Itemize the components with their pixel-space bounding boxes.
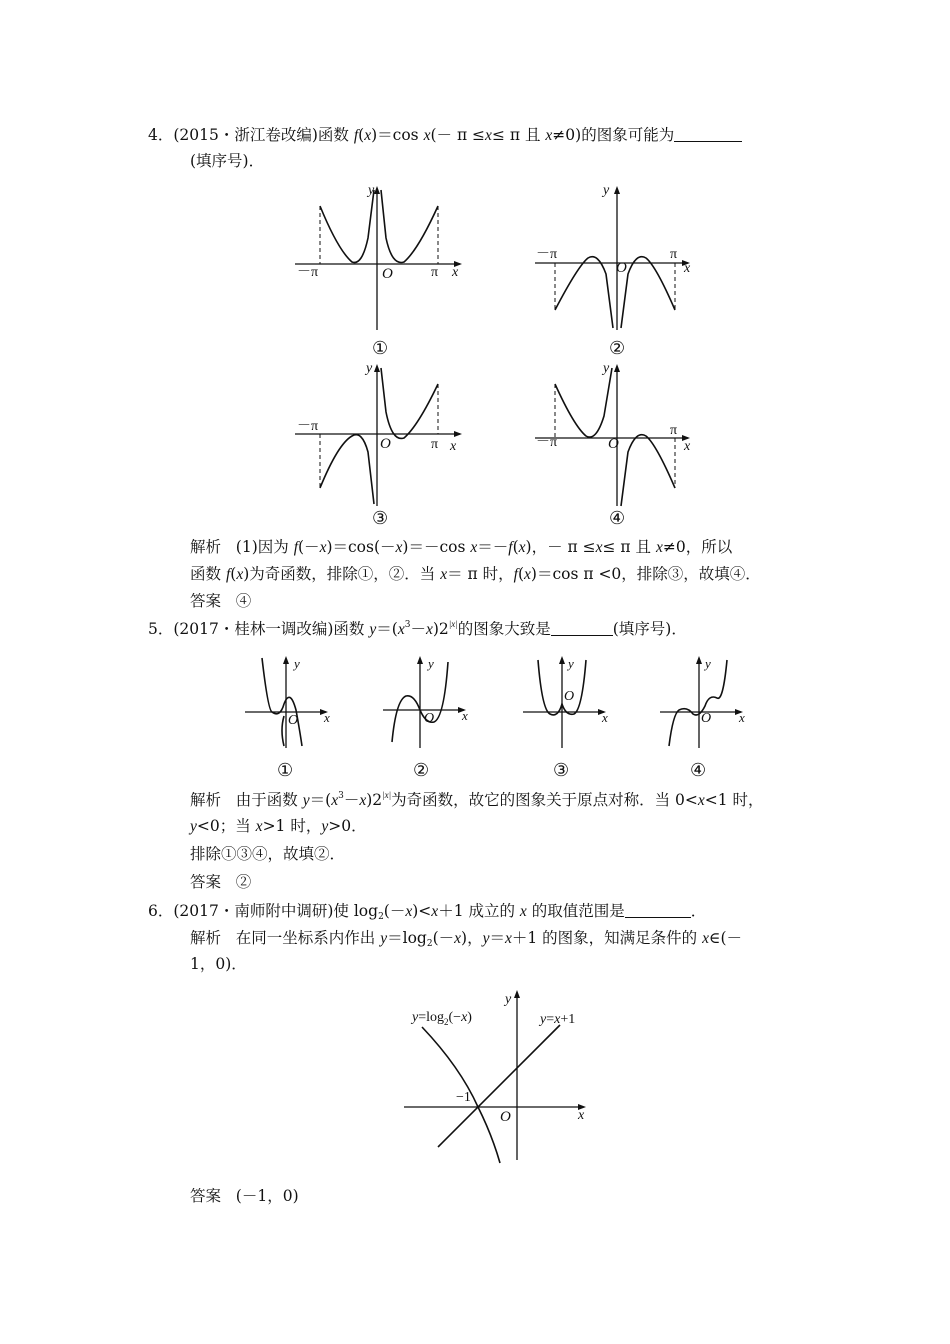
text: ＝ π 时， <box>447 565 514 583</box>
var: x <box>440 566 448 583</box>
neg-pi-label: －π <box>297 265 319 280</box>
text: (－ <box>298 538 320 556</box>
q4-source: (2015・浙江卷改编) <box>173 126 318 144</box>
curve-left <box>555 368 612 437</box>
text: <0；当 <box>196 817 256 835</box>
neg-pi-label: －π <box>297 419 319 434</box>
var: y <box>412 1010 419 1025</box>
var: y <box>190 818 197 835</box>
q4-graph-2 <box>530 178 710 333</box>
text: )< <box>412 902 432 920</box>
origin-label: O <box>382 266 393 282</box>
text: )2 <box>432 620 449 638</box>
q4-analysis-line2 <box>190 563 761 586</box>
q4-text: 函数 <box>317 126 354 144</box>
q5-analysis-line2 <box>190 815 367 838</box>
q6-number: 6． <box>148 902 174 920</box>
text: (填序号)． <box>612 620 687 638</box>
text: +1 <box>560 1012 576 1027</box>
text: <1 时， <box>704 791 764 809</box>
text: )2 <box>366 791 383 809</box>
origin-label: O <box>424 711 435 726</box>
y-axis-label: y <box>428 656 434 671</box>
exponent: 3 <box>338 791 344 801</box>
var: x <box>524 566 531 583</box>
text: ( <box>230 565 237 583</box>
text: (－ <box>432 929 455 947</box>
q4-var: x <box>423 127 431 144</box>
var: x <box>425 621 433 638</box>
origin-label: O <box>564 689 575 704</box>
text: 使 log <box>333 902 379 920</box>
origin-label: O <box>701 711 712 726</box>
var: x <box>554 1012 561 1027</box>
var: y <box>380 930 388 947</box>
var: x <box>505 930 512 947</box>
y-axis-arrow <box>614 364 620 372</box>
answer-label: 答案 <box>190 1187 222 1205</box>
text: ＝( <box>309 791 332 809</box>
text: ≠0，所以 <box>662 538 733 556</box>
y-axis-arrow <box>374 186 380 194</box>
q4-var: x <box>485 127 492 144</box>
text: ＝－ <box>477 538 509 556</box>
curve-left <box>320 435 374 504</box>
q4-line1 <box>148 124 742 147</box>
text: (－ <box>383 902 406 920</box>
x-axis-label: x <box>602 710 608 725</box>
text: ∈(－ <box>709 929 743 947</box>
text: － <box>343 791 360 809</box>
subscript: 2 <box>444 1017 449 1027</box>
log-curve-label <box>410 1010 472 1027</box>
q4-answer <box>190 590 251 612</box>
q4-var: x <box>545 127 553 144</box>
q4-answer-blank <box>674 127 742 142</box>
var: x <box>319 539 327 556</box>
q4-text: )＝cos <box>371 126 424 144</box>
x-axis-label: x <box>462 708 468 723</box>
pi-label: π <box>431 437 439 452</box>
text: )， <box>461 929 483 947</box>
analysis-label: 解析 <box>190 538 222 556</box>
q5-graph-4 <box>655 650 755 750</box>
y-axis-label: y <box>603 361 610 376</box>
curve-left <box>555 257 613 328</box>
text: 函数 <box>333 620 370 638</box>
var: f <box>508 539 513 556</box>
text: ＋1 的图象，知满足条件的 <box>511 929 703 947</box>
answer-label: 答案 <box>190 592 222 610</box>
var: x <box>431 903 439 920</box>
text: (− <box>448 1010 462 1025</box>
answer-value: ② <box>235 873 252 891</box>
var: y <box>302 792 310 809</box>
text: >1 时， <box>262 817 322 835</box>
answer-value: (－1，0) <box>235 1187 299 1205</box>
q4-text: ≤ π 且 <box>491 126 546 144</box>
text: 的图象大致是 <box>457 620 551 638</box>
q4-graph-4 <box>530 356 710 511</box>
curve-left <box>320 190 374 263</box>
y-axis-label: y <box>368 183 375 198</box>
minus-one-label: −1 <box>456 1090 471 1105</box>
q5-graph-2-label: ② <box>413 760 430 781</box>
var: x <box>655 539 663 556</box>
text: =log <box>418 1010 445 1025</box>
text: 在同一坐标系内作出 <box>235 929 381 947</box>
y-axis-label: y <box>294 656 300 671</box>
curve <box>669 660 727 746</box>
q4-var: x <box>364 127 372 144</box>
var: x <box>470 539 478 556</box>
q4-graph-4-label: ④ <box>609 508 626 529</box>
y-axis-label: y <box>568 656 574 671</box>
var: y <box>482 930 490 947</box>
q4-text: ( <box>358 126 365 144</box>
text: )＝－cos <box>402 538 471 556</box>
text: 的取值范围是 <box>526 902 625 920</box>
q5-graph-1-label: ① <box>277 760 294 781</box>
x-axis-label: x <box>450 439 457 454</box>
y-axis-arrow <box>514 990 520 998</box>
origin-label: O <box>288 713 299 728</box>
q6-answer-blank <box>625 903 691 918</box>
text: － <box>410 620 426 638</box>
text: >0． <box>328 817 367 835</box>
origin-label: O <box>608 436 619 452</box>
var: x <box>255 818 263 835</box>
text: )＝cos(－ <box>326 538 396 556</box>
text: 函数 <box>190 565 226 583</box>
x-axis-label: x <box>452 265 459 280</box>
x-axis-label: x <box>739 710 745 725</box>
text: ≤ π 且 <box>602 538 656 556</box>
var: y <box>321 818 329 835</box>
x-axis-label: x <box>578 1108 585 1123</box>
text: ) <box>467 1010 472 1025</box>
q5-line1 <box>148 618 687 641</box>
curve-right <box>621 257 675 328</box>
y-axis-arrow <box>559 656 565 664</box>
q4-number: 4． <box>148 126 174 144</box>
origin-label: O <box>616 260 627 276</box>
q6-answer <box>190 1185 299 1207</box>
var: x <box>405 903 413 920</box>
text: ＋1 成立的 <box>438 902 520 920</box>
q4-text: (－ π ≤ <box>430 126 486 144</box>
q4-graph-2-label: ② <box>609 338 626 359</box>
y-axis-arrow <box>283 656 289 664</box>
text: 为奇函数，故它的图象关于原点对称．当 0< <box>391 791 698 809</box>
var: f <box>225 566 231 583</box>
var: f <box>513 566 518 583</box>
q5-answer <box>190 871 251 893</box>
var: x <box>702 930 709 947</box>
q5-graph-3 <box>518 650 618 750</box>
var: x <box>461 1010 468 1025</box>
var: x <box>397 621 405 638</box>
x-axis-label: x <box>684 439 691 454</box>
q6-analysis-line1 <box>190 927 742 950</box>
neg-pi-label: －π <box>536 247 558 262</box>
var: x <box>518 539 526 556</box>
q4-graph-3-label: ③ <box>372 508 389 529</box>
pi-label: π <box>670 247 678 262</box>
var: x <box>595 539 603 556</box>
var: y <box>369 621 377 638</box>
q5-graph-1 <box>240 650 340 750</box>
var: x <box>359 792 367 809</box>
y-axis-label: y <box>505 992 512 1007</box>
var: x <box>454 930 462 947</box>
y-axis-arrow <box>374 364 380 372</box>
q5-graph-4-label: ④ <box>690 760 707 781</box>
q4-graph-1 <box>290 178 470 333</box>
q5-graph-2 <box>378 650 478 750</box>
text: )，－ π ≤ <box>525 538 596 556</box>
text: = <box>546 1012 555 1027</box>
y-axis-arrow <box>417 656 423 664</box>
text: ． <box>690 902 707 920</box>
var: x <box>519 903 527 920</box>
var: y <box>540 1012 547 1027</box>
text: ＝ <box>489 929 505 947</box>
q4-text: ≠0)的图象可能为 <box>552 126 675 144</box>
subscript: 2 <box>426 939 433 949</box>
exponent: |x| <box>382 790 392 800</box>
var: x <box>236 566 244 583</box>
q5-analysis-line3: 排除①③④，故填②． <box>190 845 346 863</box>
neg-pi-label: －π <box>536 435 558 450</box>
q4-analysis-line1 <box>190 536 732 559</box>
y-axis-label: y <box>366 361 373 376</box>
q4-line2: (填序号)． <box>190 152 265 170</box>
answer-value: ④ <box>235 592 252 610</box>
curve-right <box>621 435 675 506</box>
pi-label: π <box>431 265 439 280</box>
q6-graph <box>400 985 600 1165</box>
q5-source: (2017・桂林一调改编) <box>173 620 334 638</box>
y-axis-arrow <box>696 656 702 664</box>
y-axis-arrow <box>614 186 620 194</box>
text: )＝cos π <0，排除③，故填④． <box>530 565 761 583</box>
origin-label: O <box>500 1109 511 1125</box>
text: 由于函数 <box>235 791 303 809</box>
var: x <box>331 792 339 809</box>
text: )为奇函数，排除①，②．当 <box>243 565 441 583</box>
text: ＝log <box>387 929 427 947</box>
answer-label: 答案 <box>190 873 222 891</box>
y-axis-label: y <box>705 656 711 671</box>
q4-graph-1-label: ① <box>372 338 389 359</box>
text: (1)因为 <box>235 538 294 556</box>
y-axis-label: y <box>603 183 610 198</box>
text: ＝( <box>376 620 398 638</box>
q5-answer-blank <box>551 621 613 636</box>
analysis-label: 解析 <box>190 791 222 809</box>
curve-right <box>381 368 438 438</box>
text: ( <box>517 565 524 583</box>
exponent: 3 <box>404 620 411 630</box>
var: x <box>395 539 403 556</box>
line-y-x-plus-1 <box>438 1025 560 1147</box>
line-label <box>538 1012 575 1027</box>
q5-graph-3-label: ③ <box>553 760 570 781</box>
origin-label: O <box>380 436 391 452</box>
var: x <box>697 792 705 809</box>
q5-number: 5． <box>148 620 174 638</box>
x-axis-label: x <box>684 261 691 276</box>
curve-tail <box>282 716 284 746</box>
q6-analysis-line2: 1，0)． <box>190 955 247 973</box>
x-axis-arrow <box>454 431 462 437</box>
subscript: 2 <box>378 912 384 922</box>
q4-var: f <box>353 127 359 144</box>
text: ( <box>512 538 519 556</box>
q6-line1 <box>148 900 706 923</box>
q6-source: (2017・南师附中调研) <box>173 902 334 920</box>
q5-analysis-line1 <box>190 789 764 812</box>
pi-label: π <box>670 423 678 438</box>
q4-graph-3 <box>290 356 470 511</box>
var: f <box>293 539 298 556</box>
analysis-label: 解析 <box>190 929 222 947</box>
x-axis-label: x <box>324 710 330 725</box>
exponent: |x| <box>448 619 458 629</box>
curve-right <box>381 190 438 263</box>
